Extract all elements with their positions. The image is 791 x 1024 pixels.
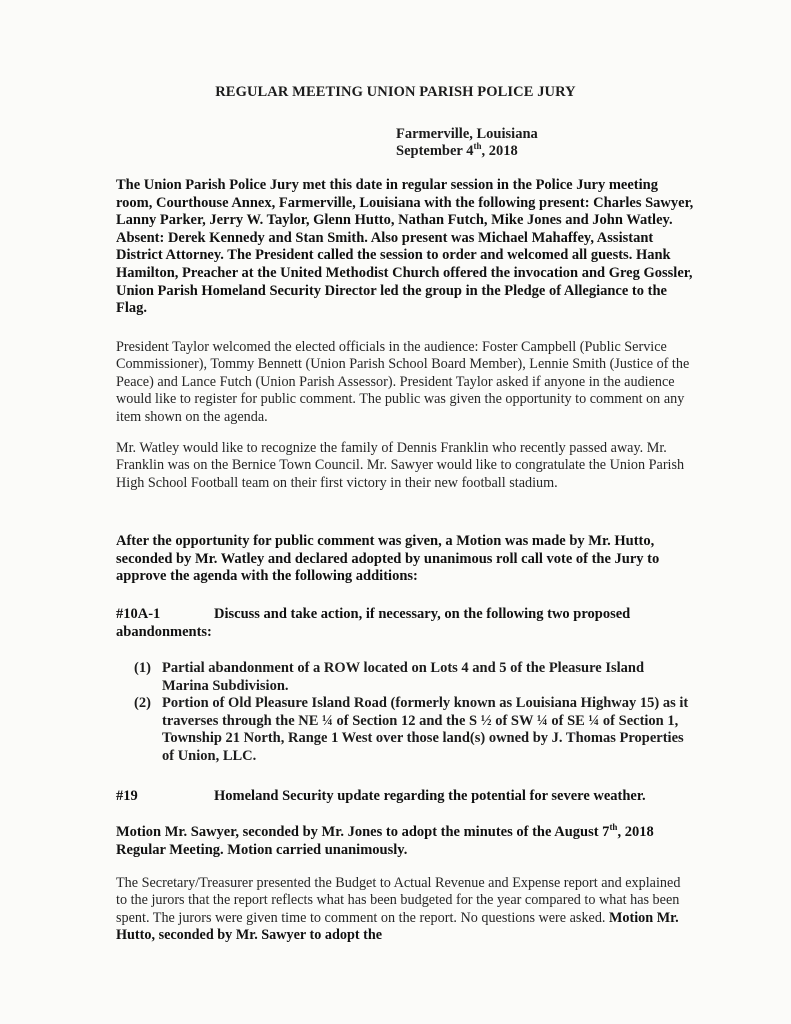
list-item (134, 695, 694, 765)
meeting-location: Farmerville, Louisiana (396, 126, 538, 142)
officials-paragraph: President Taylor welcomed the elected officials in the audience: Foster Campbell (Public Service Commissioner), Tommy Bennett (Union Parish School Board Member), Lennie Smith (Justice of the Peace) and Lance Futch (Union Parish Assessor). President Taylor asked if anyone in the audience would like to register for public comment. The public was given the opportunity to comment on any item shown on the agenda. (116, 339, 690, 425)
agenda-item-number: #19 (116, 788, 138, 804)
recognition-paragraph: Mr. Watley would like to recognize the family of Dennis Franklin who recently passed away. Mr. Franklin was on the Bernice Town Council. Mr. Sawyer would like to congratulate the Union Parish High School Football team on their first victory in their new football stadium. (116, 440, 685, 491)
budget-motion: Motion Mr. Hutto, seconded by Mr. Sawyer to adopt the (116, 909, 679, 944)
agenda-item-19 (116, 788, 694, 805)
minutes-motion-paragraph: Motion Mr. Sawyer, seconded by Mr. Jones to adopt the minutes of the August 7th, 2018 Regular Meeting. Motion carried unanimously. (116, 822, 654, 858)
list-text: Portion of Old Pleasure Island Road (formerly known as Louisiana Highway 15) as it traverses through the NE ¼ of Section 12 and the S ½ of SW ¼ of SE ¼ of Section 1, Township 21 North, Range 1 West over those land(s) owned by J. Thomas Properties of Union, LLC. (162, 695, 689, 764)
agenda-item-text: Discuss and take action, if necessary, on the following two proposed abandonments: (116, 606, 631, 640)
document-title: REGULAR MEETING UNION PARISH POLICE JURY (215, 84, 576, 100)
meeting-date: September 4th, 2018 (396, 141, 518, 159)
agenda-item-10a1 (116, 606, 694, 641)
agenda-item-text: Homeland Security update regarding the potential for severe weather. (214, 788, 646, 804)
abandonment-list (134, 660, 694, 766)
list-text: Partial abandonment of a ROW located on Lots 4 and 5 of the Pleasure Island Marina Subdivision. (162, 660, 645, 694)
list-marker: (2) (134, 695, 151, 712)
budget-paragraph (116, 875, 694, 945)
agenda-item-number: #10A-1 (116, 606, 161, 622)
budget-text: The Secretary/Treasurer presented the Budget to Actual Revenue and Expense report and explained to the jurors that the report reflects what has been budgeted for the year compared to what has been spent. The jurors were given time to comment on the report. No questions were asked. (116, 875, 681, 926)
list-item (134, 660, 694, 695)
list-marker: (1) (134, 660, 151, 676)
agenda-motion-paragraph: After the opportunity for public comment was given, a Motion was made by Mr. Hutto, seconded by Mr. Watley and declared adopted by unanimous roll call vote of the Jury to approve the agenda with the following additions: (116, 533, 660, 585)
opening-paragraph: The Union Parish Police Jury met this date in regular session in the Police Jury meeting room, Courthouse Annex, Farmerville, Louisiana with the following present: Charles Sawyer, Lanny Parker, Jerry W. Taylor, Glenn Hutto, Nathan Futch, Mike Jones and John Watley. Absent: Derek Kennedy and Stan Smith. Also present was Michael Mahaffey, Assistant District Attorney. The President called the session to order and welcomed all guests. Hank Hamilton, Preacher at the United Methodist Church offered the invocation and Greg Gossler, Union Parish Homeland Security Director led the group in the Pledge of Allegiance to the Flag. (116, 177, 694, 317)
meeting-place-date (396, 126, 538, 160)
